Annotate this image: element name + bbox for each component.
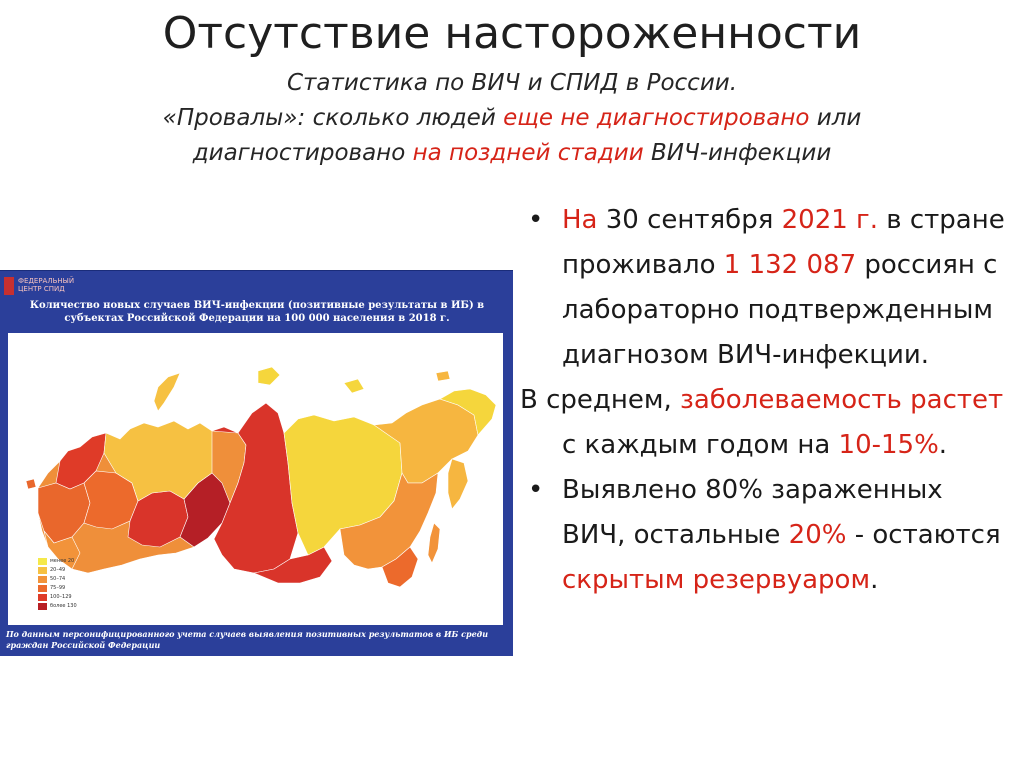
legend-swatch xyxy=(38,585,47,592)
subtitle-highlight: на поздней стадии xyxy=(412,140,644,166)
paragraph-incidence xyxy=(520,378,1010,468)
map-legend xyxy=(38,557,98,611)
bullet-list xyxy=(520,198,1010,603)
map-island-novaya-zemlya xyxy=(154,373,180,411)
legend-label: менее 20 xyxy=(50,558,75,564)
bullet-highlight: 20% xyxy=(788,520,847,550)
bullet-text: Выявлено 80% зараженных ВИЧ, остальные xyxy=(562,475,943,550)
aids-center-logo xyxy=(4,275,75,297)
bullet-icon: • xyxy=(528,475,544,505)
legend-swatch xyxy=(38,594,47,601)
map-region-sakhalin xyxy=(428,523,440,563)
legend-item xyxy=(38,593,98,602)
bullet-text: в стране проживало xyxy=(562,205,1005,280)
logo-mark-icon xyxy=(4,277,14,295)
russia-map xyxy=(8,333,503,625)
legend-label: 100–129 xyxy=(50,594,72,600)
bullet-highlight: скрытым резервуаром xyxy=(562,565,871,595)
legend-swatch xyxy=(38,558,47,565)
bullet-highlight: 2021 г. xyxy=(781,205,878,235)
map-region-kamchatka xyxy=(448,459,468,509)
map-footer: По данным персонифицированного учета случаев выявления позитивных результатов в ИБ среди граждан Российской Федерации xyxy=(6,629,489,650)
paragraph-text: . xyxy=(938,430,948,460)
map-region-kaliningrad xyxy=(26,479,36,489)
subtitle-text: или xyxy=(809,105,862,131)
legend-item xyxy=(38,584,98,593)
bullet-text: россиян с лабораторно подтвержденным диагнозом ВИЧ-инфекции. xyxy=(562,250,998,370)
bullet-text: - остаются xyxy=(846,520,1001,550)
map-heading: Количество новых случаев ВИЧ-инфекции (позитивные результаты в ИБ) в субъектах Российской Федерации на 100 000 населения в 2018 г. xyxy=(29,300,485,324)
subtitle-text: диагностировано xyxy=(192,140,413,166)
legend-item xyxy=(38,566,98,575)
legend-label: 20–49 xyxy=(50,567,66,573)
subtitle-line-3 xyxy=(60,136,964,171)
hiv-map-panel xyxy=(0,270,513,656)
legend-item xyxy=(38,557,98,566)
map-island-wrangel xyxy=(436,371,450,381)
paragraph-highlight: 10-15% xyxy=(838,430,939,460)
paragraph-highlight: заболеваемость растет xyxy=(680,385,1004,415)
subtitle-line-1: Статистика по ВИЧ и СПИД в России. xyxy=(286,70,738,96)
subtitle-text: ВИЧ-инфекции xyxy=(643,140,832,166)
slide-title: Отсутствие настороженности xyxy=(162,8,862,59)
map-island-novosibirsk xyxy=(344,379,364,393)
paragraph-text: с каждым годом на xyxy=(562,430,839,460)
bullet-item-1 xyxy=(520,198,1010,378)
legend-swatch xyxy=(38,603,47,610)
bullet-highlight: 1 132 087 xyxy=(723,250,857,280)
legend-label: 75–99 xyxy=(50,585,66,591)
legend-label: 50–74 xyxy=(50,576,66,582)
bullet-icon: • xyxy=(528,205,544,235)
legend-label: более 130 xyxy=(50,603,77,609)
legend-item xyxy=(38,602,98,611)
subtitle-line-2 xyxy=(60,101,964,136)
subtitle-text: «Провалы»: сколько людей xyxy=(162,105,504,131)
subtitle-highlight: еще не диагностировано xyxy=(503,105,810,131)
legend-swatch xyxy=(38,567,47,574)
bullet-highlight: На xyxy=(562,205,598,235)
paragraph-text: В среднем, xyxy=(520,385,681,415)
legend-swatch xyxy=(38,576,47,583)
bullet-item-2 xyxy=(520,468,1010,603)
map-island-severnaya xyxy=(258,367,280,385)
logo-text: ФЕДЕРАЛЬНЫЙ ЦЕНТР СПИД xyxy=(18,277,75,293)
bullet-text: 30 сентября xyxy=(597,205,782,235)
slide-subtitle xyxy=(60,66,964,171)
legend-item xyxy=(38,575,98,584)
bullet-text: . xyxy=(870,565,879,595)
